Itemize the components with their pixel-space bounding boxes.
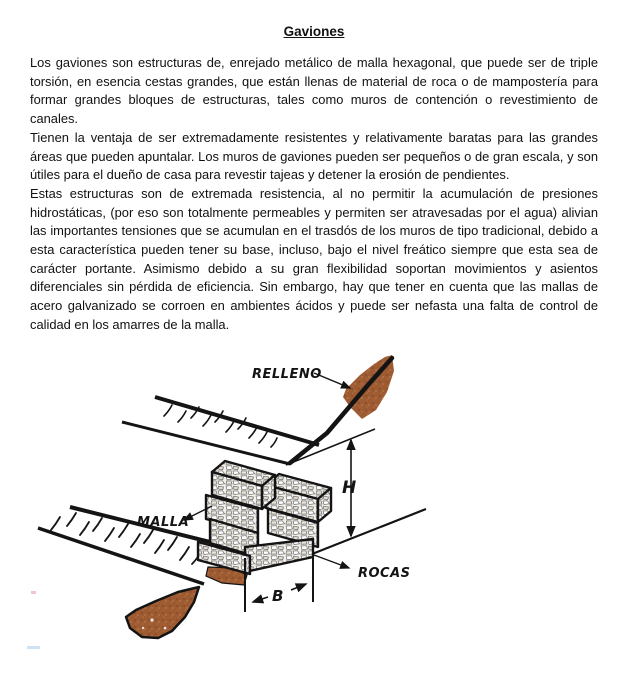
label-B: B (272, 587, 284, 605)
label-relleno: RELLENO (252, 367, 322, 382)
gabion-diagram (0, 345, 628, 680)
body-text (30, 54, 598, 335)
paragraph-2: Tienen la ventaja de ser extremadamente resistentes y relativamente baratas para las grandes áreas que pueden apuntalar. Los muros de gaviones pueden ser pequeños o de gran escala, y son útiles para el dueño de casa para revestir tajeas y detener la erosión de pendientes. (30, 129, 598, 183)
dimension-B-arrow-right (291, 584, 306, 590)
dimension-B-arrow-left (253, 597, 268, 602)
paragraph-3: Estas estructuras son de extremada resistencia, al no permitir la acumulación de presiones hidrostáticas, (por eso son totalmente permeables y permiten ser atravesadas por el agua) alivian las importantes tensiones que se acumulan en el trasdós de los muros de tipo tradicional, debido a esta característica pueden tener su base, incluso, bajo el nivel freático siempre que esta sea de carácter portante. Asimismo debido a su gran flexibilidad soportan movimientos y asientos diferenciales sin pérdida de eficiencia. Sin embargo, hay que tener en cuenta que las mallas de acero galvanizado se corroen en ambientes ácidos y puede ser nefasta una falta de control de calidad en los amarres de la malla. (30, 185, 598, 332)
mound-speckle (150, 618, 153, 621)
stray-blue-mark (27, 646, 40, 649)
rocas-arrow (314, 555, 349, 568)
gabion-stack (198, 461, 331, 574)
soil-mound (126, 587, 199, 638)
label-malla: MALLA (137, 515, 190, 530)
page-title: Gaviones (283, 24, 345, 39)
paragraph-1: Los gaviones son estructuras de, enrejado metálico de malla hexagonal, que puede ser de triple torsión, en esencia cestas grandes, que están llenas de material de roca o de mampostería para formar grandes bloques de estructuras, tales como muros de contención o revestimiento de canales. (30, 55, 598, 127)
mound-speckle (142, 627, 144, 629)
upper-slope-band (122, 397, 319, 464)
label-rocas: ROCAS (358, 566, 411, 581)
mound-speckle (164, 627, 167, 630)
upper-ground-line (286, 429, 375, 465)
stray-pink-mark (31, 591, 36, 594)
label-H: H (342, 478, 357, 498)
